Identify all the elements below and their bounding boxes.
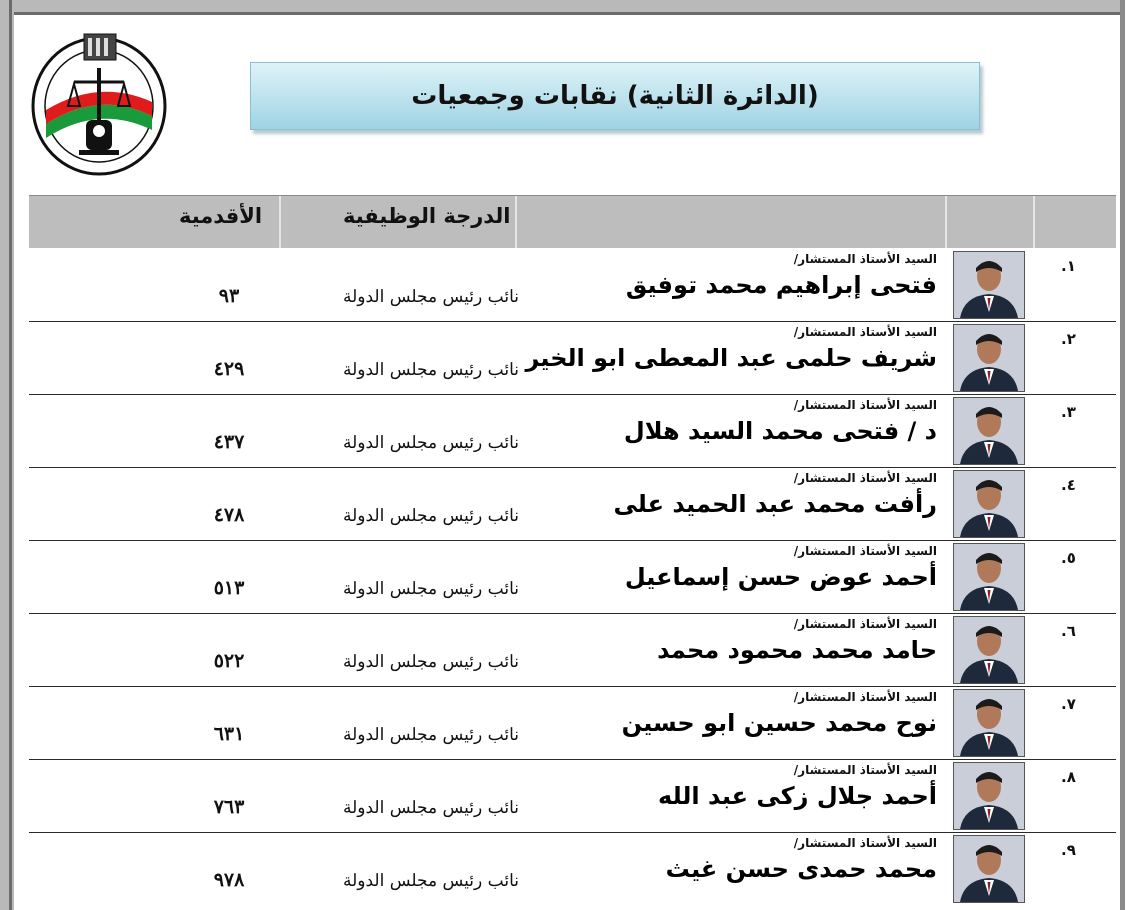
table-row — [29, 395, 1116, 468]
honorific-label: السيد الأستاذ المستشار/ — [793, 252, 937, 266]
member-name: د / فتحى محمد السيد هلال — [623, 417, 937, 445]
person-portrait-icon — [953, 835, 1025, 903]
window-frame-right — [1120, 0, 1125, 910]
row-number: .٤ — [1061, 476, 1076, 494]
table-row — [29, 468, 1116, 541]
row-number: .٥ — [1061, 549, 1076, 567]
member-name: شريف حلمى عبد المعطى ابو الخير — [525, 344, 937, 372]
honorific-label: السيد الأستاذ المستشار/ — [793, 544, 937, 558]
table-row — [29, 541, 1116, 614]
honorific-label: السيد الأستاذ المستشار/ — [793, 471, 937, 485]
honorific-label: السيد الأستاذ المستشار/ — [793, 398, 937, 412]
person-portrait-icon — [953, 470, 1025, 538]
job-grade: نائب رئيس مجلس الدولة — [342, 433, 519, 453]
header-divider — [945, 196, 947, 248]
header-divider — [515, 196, 517, 248]
job-grade: نائب رئيس مجلس الدولة — [342, 287, 519, 307]
member-name: نوح محمد حسين ابو حسين — [621, 709, 937, 737]
person-portrait-icon — [953, 397, 1025, 465]
table-row — [29, 322, 1116, 395]
row-number: .٢ — [1061, 330, 1076, 348]
table-header — [29, 195, 1116, 248]
title-banner — [250, 62, 980, 130]
row-number: .٣ — [1061, 403, 1076, 421]
row-number: .٩ — [1061, 841, 1076, 859]
seniority-value: ٤٣٧ — [213, 431, 245, 453]
seniority-value: ٩٣ — [218, 285, 240, 307]
member-name: أحمد جلال زكى عبد الله — [658, 782, 937, 810]
table-row — [29, 687, 1116, 760]
job-grade: نائب رئيس مجلس الدولة — [342, 652, 519, 672]
job-grade: نائب رئيس مجلس الدولة — [342, 579, 519, 599]
seniority-value: ٤٧٨ — [213, 504, 245, 526]
member-name: رأفت محمد عبد الحميد على — [613, 490, 937, 518]
person-portrait-icon — [953, 543, 1025, 611]
row-number: .٦ — [1061, 622, 1076, 640]
person-portrait-icon — [953, 689, 1025, 757]
row-number: .١ — [1061, 257, 1076, 275]
seniority-value: ٤٢٩ — [213, 358, 245, 380]
honorific-label: السيد الأستاذ المستشار/ — [793, 325, 937, 339]
job-grade: نائب رئيس مجلس الدولة — [342, 725, 519, 745]
table-row — [29, 249, 1116, 322]
row-number: .٨ — [1061, 768, 1076, 786]
seniority-value: ٩٧٨ — [213, 869, 245, 891]
member-name: أحمد عوض حسن إسماعيل — [624, 563, 937, 591]
seniority-value: ٥١٣ — [213, 577, 245, 599]
job-grade: نائب رئيس مجلس الدولة — [342, 506, 519, 526]
state-council-logo — [24, 20, 174, 182]
member-name: فتحى إبراهيم محمد توفيق — [625, 271, 937, 299]
person-portrait-icon — [953, 324, 1025, 392]
seniority-value: ٦٣١ — [213, 723, 245, 745]
person-portrait-icon — [953, 616, 1025, 684]
seniority-value: ٥٢٢ — [213, 650, 245, 672]
job-grade: نائب رئيس مجلس الدولة — [342, 798, 519, 818]
table-row — [29, 833, 1116, 905]
job-grade: نائب رئيس مجلس الدولة — [342, 871, 519, 891]
table-row — [29, 760, 1116, 833]
seniority-value: ٧٦٣ — [213, 796, 245, 818]
job-grade: نائب رئيس مجلس الدولة — [342, 360, 519, 380]
person-portrait-icon — [953, 762, 1025, 830]
header-seniority: الأقدمية — [179, 204, 263, 228]
window-frame-top — [0, 0, 1125, 15]
honorific-label: السيد الأستاذ المستشار/ — [793, 836, 937, 850]
row-number: .٧ — [1061, 695, 1076, 713]
person-portrait-icon — [953, 251, 1025, 319]
page-title: (الدائرة الثانية) نقابات وجمعيات — [411, 81, 819, 111]
member-name: محمد حمدى حسن غيث — [665, 855, 937, 883]
honorific-label: السيد الأستاذ المستشار/ — [793, 763, 937, 777]
window-frame-left — [0, 0, 14, 910]
honorific-label: السيد الأستاذ المستشار/ — [793, 690, 937, 704]
header-divider — [279, 196, 281, 248]
member-name: حامد محمد محمود محمد — [657, 636, 937, 664]
honorific-label: السيد الأستاذ المستشار/ — [793, 617, 937, 631]
header-divider — [1033, 196, 1035, 248]
table-row — [29, 614, 1116, 687]
header-grade: الدرجة الوظيفية — [343, 204, 511, 228]
